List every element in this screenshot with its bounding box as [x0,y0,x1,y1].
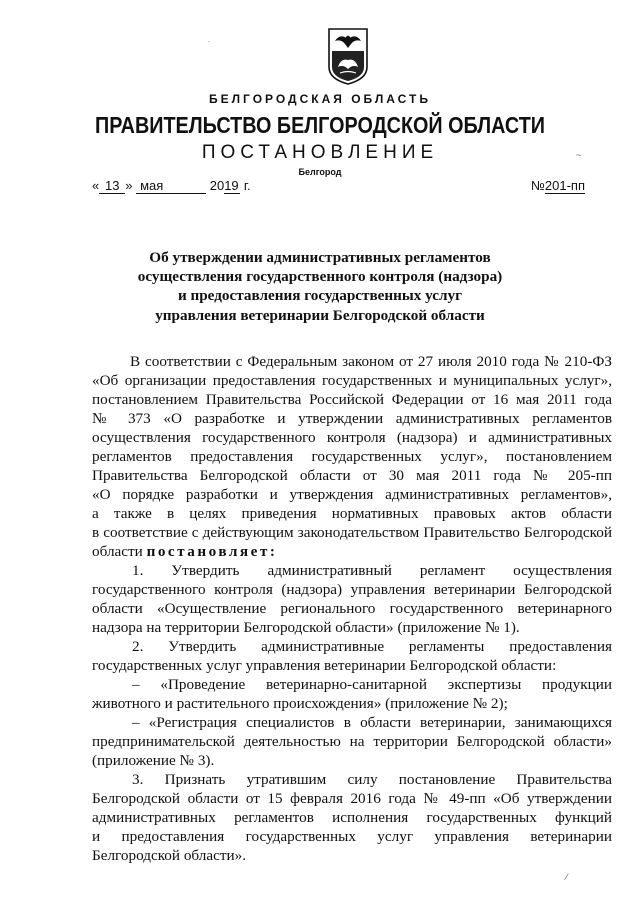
body-line: административных регламентов исполнения государственных функций [92,809,612,826]
document-number [531,178,585,193]
body-line: в соответствие с действующим законодательством Правительство Белгородской [92,524,612,541]
body-line: постановлением Правительства Российской Федерации от 16 мая 2011 года [92,391,612,408]
sub-item-2: – «Регистрация специалистов в области ветеринарии, занимающихся [132,714,612,731]
body-text: области [92,543,147,560]
date-year-suffix: 19 [224,178,239,193]
date-year-prefix: 20 [209,178,225,193]
document-body [92,352,612,865]
scan-speck: ~ [576,150,582,160]
body-line: области «Осуществление регионального государственного ветеринарного [92,600,612,617]
resolves-word: постановляет [146,543,270,560]
body-line: осуществления государственного контроля (надзора) и административных [92,429,612,446]
number-prefix: № [530,178,545,193]
item-2: 2. Утвердить административные регламенты предоставления [132,638,612,655]
date-day: 13 [99,178,125,194]
number-value: 201-пп [544,178,585,193]
city-name: Белгород [298,167,342,177]
date-open-quote: « [92,178,100,193]
body-line: и предоставления государственных услуг управления ветеринарии [92,828,612,845]
title-line: управления ветеринарии Белгородской области [155,306,485,324]
date-year-unit: г. [243,178,251,193]
date-month: мая [136,178,206,194]
body-line: Правительства Белгородской области от 30 мая 2011 года № 205-пп [92,467,612,484]
scan-speck: ⁄ [566,872,568,882]
date-close-quote: » [125,178,133,193]
body-line: регламентов предоставления государственных услуг», постановлением [92,448,612,465]
region-name: БЕЛГОРОДСКАЯ ОБЛАСТЬ [209,92,431,106]
title-line: Об утверждении административных регламентов [149,249,491,266]
body-line: надзора на территории Белгородской области» (приложение № 1). [92,619,520,636]
body-line: «О порядке разработки и утверждения административных регламентов», [92,486,612,503]
body-line: № 373 «О разработке и утверждении административных регламентов [92,410,612,427]
sub-item-1: – «Проведение ветеринарно-санитарной экспертизы продукции [132,676,612,693]
body-line: Белгородской области». [92,847,246,864]
title-line: и предоставления государственных услуг [177,287,463,305]
body-line: а также в целях приведения нормативных правовых актов области [92,505,612,522]
item-3: 3. Признать утратившим силу постановление Правительства [132,771,612,788]
coat-of-arms-emblem [327,27,369,85]
body-line: государственного контроля (надзора) управления ветеринарии Белгородской [92,581,612,598]
resolves-colon: : [269,543,278,560]
body-line: «Об организации предоставления государственных и муниципальных услуг», [92,372,612,389]
document-date [92,178,251,194]
document-type: ПОСТАНОВЛЕНИЕ [201,142,439,163]
body-line: государственных услуг управления ветеринарии Белгородской области: [92,657,557,674]
body-line: предпринимательской деятельностью на территории Белгородской области» [92,733,612,750]
scan-speck: ˙ [208,40,211,50]
body-line: Белгородской области от 15 февраля 2016 года № 49-пп «Об утверждении [92,790,612,807]
body-line: В соответствии с Федеральным законом от 27 июля 2010 года № 210-ФЗ [130,353,612,370]
document-title [0,248,640,325]
government-name: ПРАВИТЕЛЬСТВО БЕЛГОРОДСКОЙ ОБЛАСТИ [95,112,545,138]
body-line: животного и растительного происхождения» (приложение № 2); [92,695,508,712]
body-line-resolves [92,542,612,561]
item-1: 1. Утвердить административный регламент осуществления [132,562,612,579]
body-line: (приложение № 3). [92,752,215,769]
title-line: осуществления государственного контроля (надзора) [137,268,503,286]
